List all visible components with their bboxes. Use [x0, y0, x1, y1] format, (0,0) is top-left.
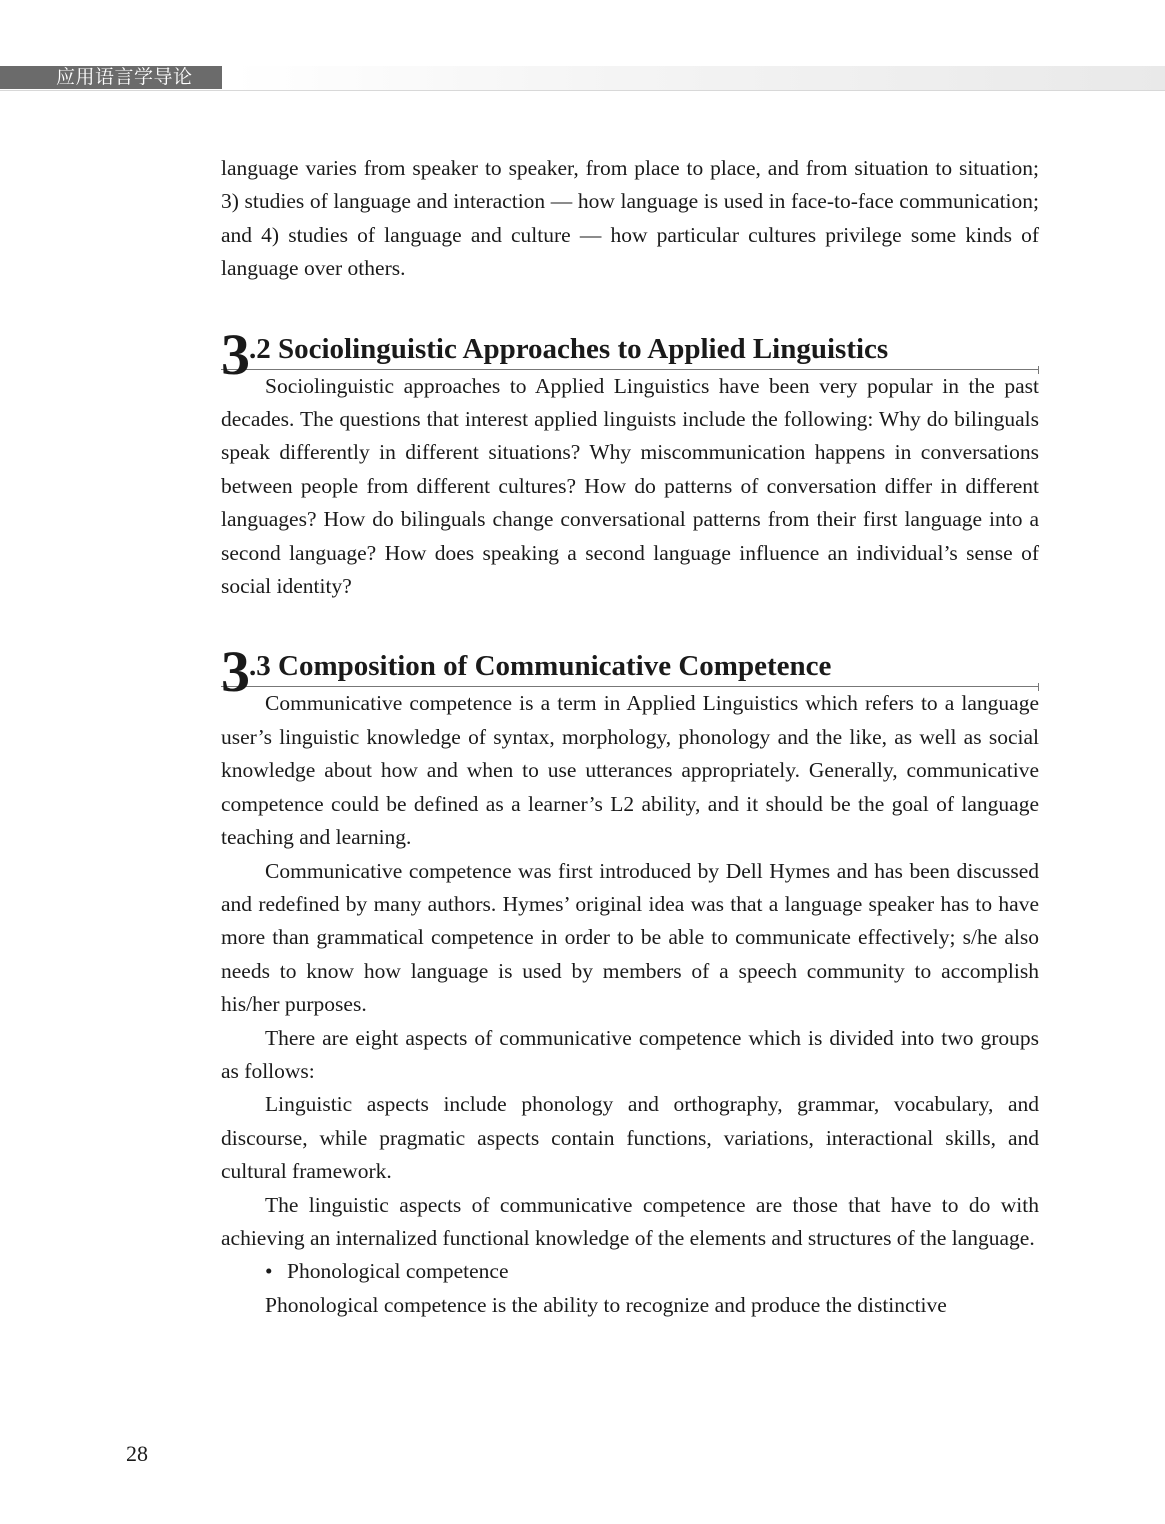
section-3-3-paragraph-2: Communicative competence was first introduced by Dell Hymes and has been discussed and redefined by many authors. Hymes’ original idea was that a language speaker has to have more than grammatical competence in order to be able to communicate effectively; s/he also needs to know how language is used by members of a speech community to accomplish his/her purposes.	[221, 858, 1039, 1017]
section-3-3-paragraph-1: Communicative competence is a term in Applied Linguistics which refers to a language user’s linguistic knowledge of syntax, morphology, phonology and the like, as well as social knowledge about how and when to use utterances appropriately. Generally, communicative competence could be defined as a learner’s L2 ability, and it should be the goal of language teaching and learning.	[221, 691, 1039, 850]
section-title: .3 Composition of Communicative Competence	[249, 650, 832, 683]
bullet-icon: •	[265, 1259, 273, 1284]
section-number-large: 3	[221, 321, 249, 387]
section-3-3-paragraph-5: The linguistic aspects of communicative competence are those that have to do with achieving an internalized functional knowledge of the elements and structures of the language.	[221, 1192, 1039, 1250]
section-3-3-paragraph-3: There are eight aspects of communicative competence which is divided into two groups as follows:	[221, 1025, 1039, 1083]
intro-paragraph: language varies from speaker to speaker, from place to place, and from situation to situation; 3) studies of language and interaction — how language is used in face-to-face communication; and 4) studies of language and culture — how particular cultures privilege some kinds of language over others.	[221, 156, 1039, 281]
page-number: 28	[126, 1441, 148, 1466]
bullet-item-label: Phonological competence	[287, 1259, 509, 1284]
section-3-3-last-paragraph: Phonological competence is the ability to recognize and produce the distinctive	[265, 1292, 947, 1317]
section-number-large: 3	[221, 639, 249, 705]
bullet-item	[221, 1255, 1039, 1288]
page-body	[221, 152, 1039, 1322]
running-header-title: 应用语言学导论	[0, 66, 222, 89]
section-heading-3-2	[221, 321, 1039, 387]
section-heading-3-3	[221, 639, 1039, 705]
section-3-2-paragraph: Sociolinguistic approaches to Applied Linguistics have been very popular in the past decades. The questions that interest applied linguists include the following: Why do bilinguals speak differently in different situations? Why miscommunication happens in conversations between people from different cultures? How do patterns of conversation differ in different languages? How do bilinguals change conversational patterns from their first language into a second language? How does speaking a second language influence an individual’s sense of social identity?	[221, 373, 1039, 599]
section-3-3-paragraph-4: Linguistic aspects include phonology and orthography, grammar, vocabulary, and discourse, while pragmatic aspects contain functions, variations, interactional skills, and cultural framework.	[221, 1092, 1039, 1184]
section-title: .2 Sociolinguistic Approaches to Applied Linguistics	[249, 332, 889, 365]
